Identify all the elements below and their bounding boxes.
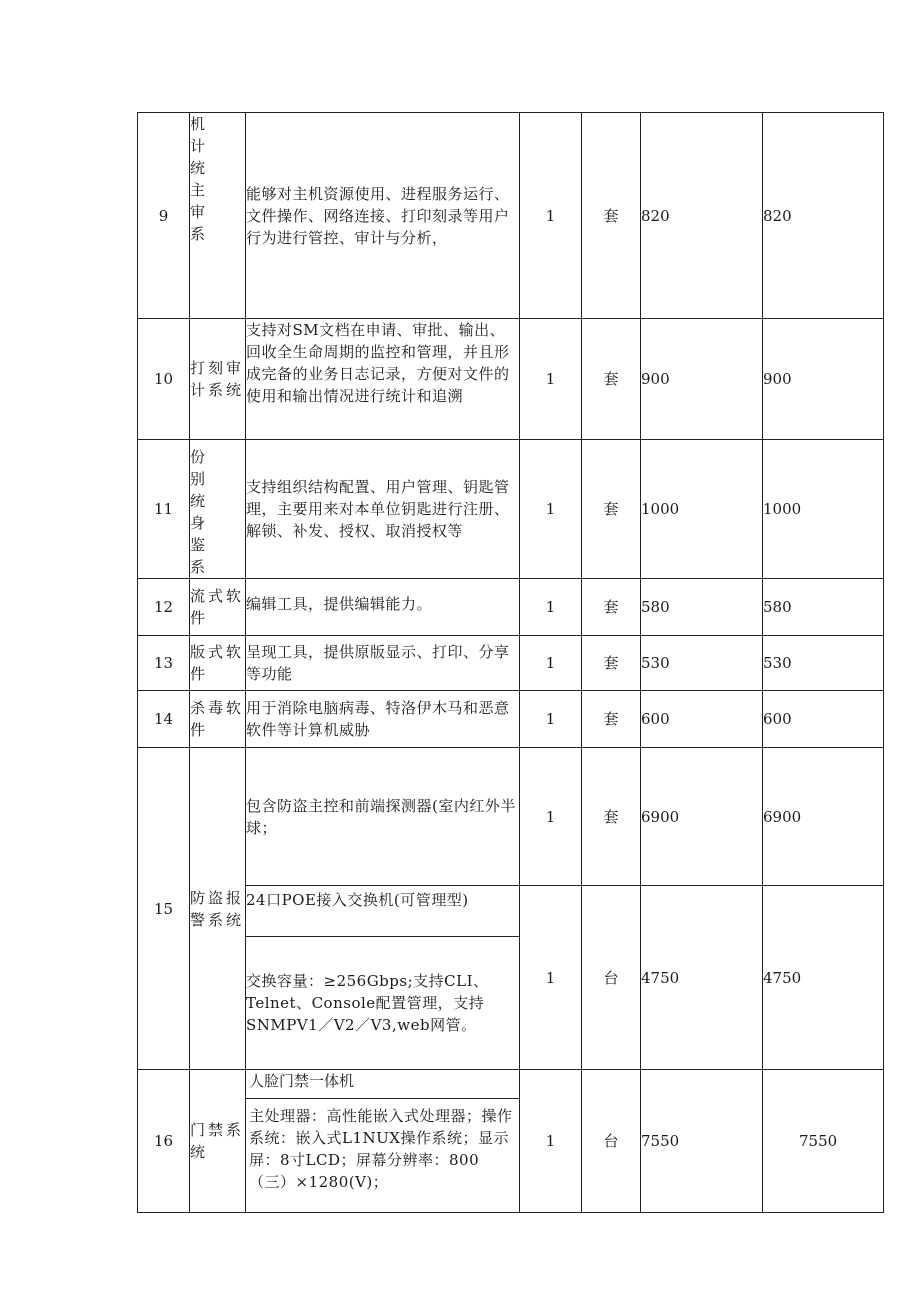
description: 编辑工具，提供编辑能力。 (246, 579, 520, 636)
unit-price: 900 (641, 319, 763, 440)
quantity: 1 (520, 1070, 582, 1213)
system-name: 流式软件 (190, 579, 246, 636)
description: 支持对SM文档在申请、审批、输出、回收全生命周期的监控和管理，并且形成完备的业务日志记录，方便对文件的使用和输出情况进行统计和追溯 (246, 319, 520, 440)
description: 能够对主机资源使用、进程服务运行、文件操作、网络连接、打印刻录等用户行为进行管控、审计与分析， (246, 113, 520, 319)
total-price: 4750 (763, 886, 884, 1070)
system-name: 杀毒软件 (190, 691, 246, 748)
row-number: 13 (138, 636, 190, 691)
row-number: 9 (138, 113, 190, 319)
table-row-9 (138, 113, 884, 319)
unit: 套 (582, 440, 641, 579)
quantity: 1 (520, 319, 582, 440)
quantity: 1 (520, 113, 582, 319)
unit: 台 (582, 886, 641, 1070)
item-title: 24口POE接入交换机(可管理型) (246, 886, 520, 937)
quantity: 1 (520, 886, 582, 1070)
unit-price: 1000 (641, 440, 763, 579)
total-price: 530 (763, 636, 884, 691)
total-price: 600 (763, 691, 884, 748)
unit-price: 580 (641, 579, 763, 636)
unit: 套 (582, 113, 641, 319)
table-row-16 (138, 1070, 884, 1213)
system-name: 门禁系统 (190, 1070, 246, 1213)
system-name: 防盗报警系统 (190, 748, 246, 1070)
description-cell (246, 1070, 520, 1213)
unit-price: 530 (641, 636, 763, 691)
description: 呈现工具，提供原版显示、打印、分享等功能 (246, 636, 520, 691)
quantity: 1 (520, 440, 582, 579)
system-name: 打刻审计系统 (190, 319, 246, 440)
unit-price: 4750 (641, 886, 763, 1070)
system-name: 机计统主审系 (190, 113, 246, 319)
total-price: 1000 (763, 440, 884, 579)
unit: 套 (582, 636, 641, 691)
unit-price: 600 (641, 691, 763, 748)
description: 交换容量：≥256Gbps;支持CLI、Telnet、Console配置管理，支持SNMPV1／V2／V3,web网管。 (246, 937, 520, 1070)
unit: 台 (582, 1070, 641, 1213)
unit: 套 (582, 748, 641, 886)
quantity: 1 (520, 579, 582, 636)
description: 支持组织结构配置、用户管理、钥匙管理，主要用来对本单位钥匙进行注册、解锁、补发、授权、取消授权等 (246, 440, 520, 579)
table-row-15a (138, 748, 884, 886)
system-name: 份别统身鉴系 (190, 440, 246, 579)
description: 主处理器：高性能嵌入式处理器；操作系统：嵌入式L1NUX操作系统；显示屏：8寸LCD；屏幕分辨率：800（三）×1280(V)； (249, 1107, 513, 1191)
row-number: 15 (138, 748, 190, 1070)
total-price: 580 (763, 579, 884, 636)
table-row-14 (138, 691, 884, 748)
item-title: 人脸门禁一体机 (246, 1070, 519, 1099)
row-number: 12 (138, 579, 190, 636)
unit-price: 6900 (641, 748, 763, 886)
unit-price: 7550 (641, 1070, 763, 1213)
row-number: 14 (138, 691, 190, 748)
quantity: 1 (520, 691, 582, 748)
table-row-15b (138, 886, 884, 937)
table-row-10 (138, 319, 884, 440)
unit: 套 (582, 579, 641, 636)
total-price: 900 (763, 319, 884, 440)
total-price: 7550 (763, 1070, 884, 1213)
table-row-11 (138, 440, 884, 579)
quantity: 1 (520, 748, 582, 886)
row-number: 16 (138, 1070, 190, 1213)
table-row-13 (138, 636, 884, 691)
quantity: 1 (520, 636, 582, 691)
total-price: 820 (763, 113, 884, 319)
table-row-12 (138, 579, 884, 636)
equipment-table (137, 112, 884, 1213)
description: 包含防盗主控和前端探测器(室内红外半球； (246, 748, 520, 886)
unit-price: 820 (641, 113, 763, 319)
row-number: 11 (138, 440, 190, 579)
system-name: 版式软件 (190, 636, 246, 691)
row-number: 10 (138, 319, 190, 440)
total-price: 6900 (763, 748, 884, 886)
unit: 套 (582, 691, 641, 748)
description: 用于消除电脑病毒、特洛伊木马和恶意软件等计算机威胁 (246, 691, 520, 748)
unit: 套 (582, 319, 641, 440)
